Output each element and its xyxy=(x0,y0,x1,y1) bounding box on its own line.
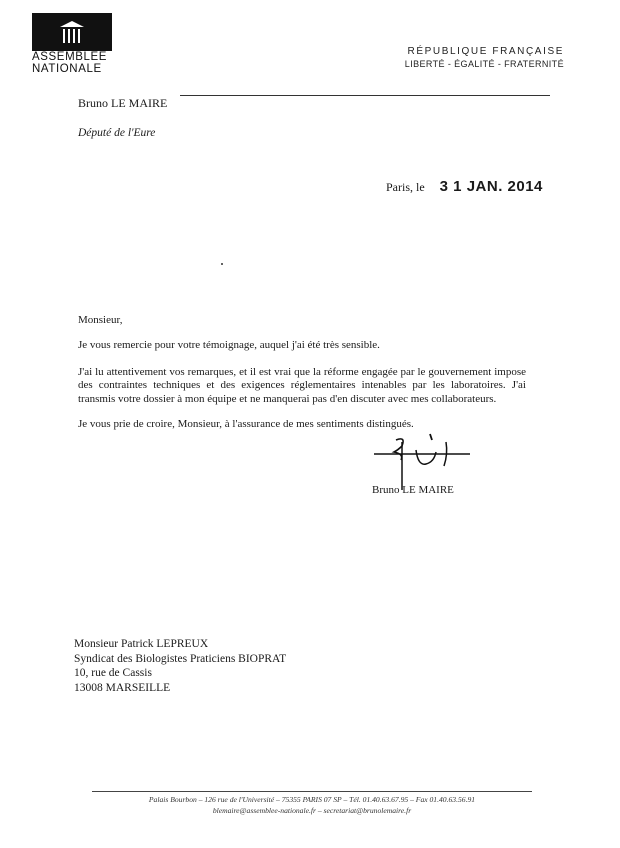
handwritten-signature xyxy=(374,432,474,492)
paragraph-thanks: Je vous remercie pour votre témoignage, auquel j'ai été très sensible. xyxy=(78,339,380,351)
recipient-address xyxy=(74,637,286,695)
logo-text-line1: ASSEMBLÉE xyxy=(32,51,108,63)
letter-date xyxy=(386,178,543,195)
republic-name: RÉPUBLIQUE FRANÇAISE xyxy=(407,46,564,57)
assemblee-logo xyxy=(32,13,112,75)
footer-divider xyxy=(92,791,532,792)
date-stamp: 3 1 JAN. 2014 xyxy=(439,178,543,195)
salutation: Monsieur, xyxy=(78,314,123,326)
signature-name: Bruno LE MAIRE xyxy=(372,484,454,496)
footer-address: Palais Bourbon – 126 rue de l'Université – 75355 PARIS 07 SP – Tél. 01.40.63.67.95 – Fax 01.40.63.56.91 xyxy=(148,795,476,804)
recipient-organization: Syndicat des Biologistes Praticiens BIOPRAT xyxy=(74,652,287,665)
scan-speck xyxy=(221,263,223,265)
author-name: Bruno LE MAIRE xyxy=(78,96,168,110)
paragraph-closing: Je vous prie de croire, Monsieur, à l'assurance de mes sentiments distingués. xyxy=(78,418,414,430)
recipient-street: 10, rue de Cassis xyxy=(74,667,152,680)
footer-emails: blemaire@assemblee-nationale.fr – secretariat@brunolemaire.fr xyxy=(212,805,412,815)
header-divider xyxy=(180,95,550,96)
footer-contact xyxy=(92,795,532,816)
parliament-columns-icon xyxy=(58,19,86,47)
paragraph-main: J'ai lu attentivement vos remarques, et il est vrai que la réforme engagée par le gouvernement impose des contraintes techniques et des exigences réglementaires intenables par les laboratoires. J'ai transmis votre dossier à mon équipe et ne manquerai pas d'en discuter avec mes collaborateurs. xyxy=(78,366,526,405)
date-place: Paris, le xyxy=(386,180,425,194)
logo-emblem-box xyxy=(32,13,112,51)
republic-heading xyxy=(405,46,564,69)
author-office: Député de l'Eure xyxy=(78,127,156,139)
recipient-name: Monsieur Patrick LEPREUX xyxy=(74,638,209,650)
republic-motto: LIBERTÉ - ÉGALITÉ - FRATERNITÉ xyxy=(404,59,564,69)
logo-text-line2: NATIONALE xyxy=(32,63,102,75)
recipient-city: 13008 MARSEILLE xyxy=(74,681,171,694)
